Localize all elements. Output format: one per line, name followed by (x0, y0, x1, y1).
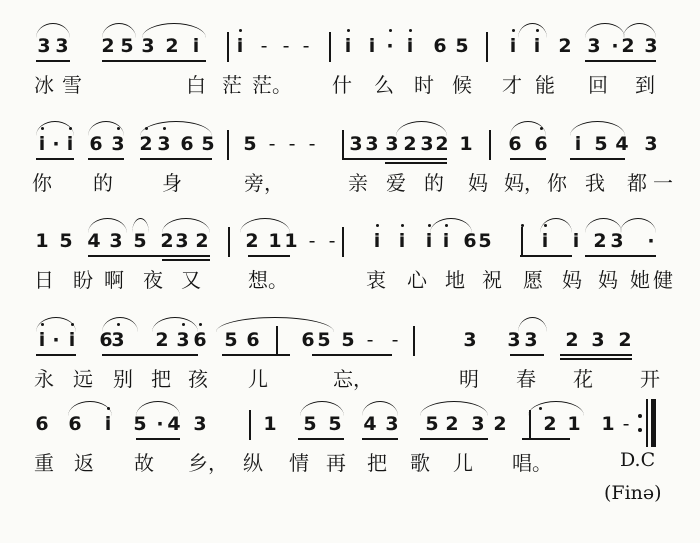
note: i (572, 230, 580, 252)
note: 3 (349, 133, 363, 155)
note: · (647, 230, 655, 252)
note: 5 (341, 329, 355, 351)
note: 5 (243, 133, 257, 155)
barline (249, 410, 251, 440)
hold-dash: - (308, 133, 316, 155)
note: i (66, 133, 74, 155)
slur-mark (142, 23, 206, 38)
lyric-syllable: 又 (181, 268, 201, 292)
lyric-syllable: 衷 (366, 268, 386, 292)
lyric-syllable: 到 (635, 73, 655, 97)
note: i (425, 230, 433, 252)
note: 3 (524, 329, 538, 351)
note: 2 (195, 230, 209, 252)
note: i (38, 329, 46, 351)
octave-dot (544, 224, 547, 227)
lyric-syllable: 儿 (453, 451, 473, 475)
lyric-syllable: 身 (162, 171, 182, 195)
lyric-syllable: 忘， (333, 367, 373, 391)
lyric-syllable: 儿 (248, 367, 268, 391)
note: 5 (59, 230, 73, 252)
note: 3 (587, 35, 601, 57)
beam-line (522, 438, 570, 440)
note: 6 (99, 329, 113, 351)
slur-mark (240, 218, 290, 233)
lyric-syllable: 你 (547, 171, 567, 195)
note: 2 (160, 230, 174, 252)
note: 5 (133, 413, 147, 435)
note: 1 (567, 413, 581, 435)
note: i (104, 413, 112, 435)
lyric-syllable: 妈 (562, 268, 582, 292)
note: 4 (363, 413, 377, 435)
note: 6 (193, 329, 207, 351)
slur-mark (152, 317, 198, 332)
lyric-syllable: 亲 (348, 171, 368, 195)
lyrics-row (0, 71, 700, 101)
lyric-syllable: 回 (588, 73, 608, 97)
note: 3 (109, 230, 123, 252)
note: 5 (201, 133, 215, 155)
beam-line (136, 438, 180, 440)
lyric-syllable: 把 (151, 367, 171, 391)
lyrics-row (0, 266, 700, 296)
note: 3 (471, 413, 485, 435)
note: 1 (284, 230, 298, 252)
note: 3 (385, 133, 399, 155)
score-system-3 (0, 215, 700, 315)
beam-line (88, 158, 124, 160)
octave-dot (239, 29, 242, 32)
lyric-syllable: 你 (32, 171, 52, 195)
note: 2 (593, 230, 607, 252)
beam-line (362, 438, 398, 440)
lyric-syllable: 重 (34, 451, 54, 475)
slur-mark (528, 401, 584, 416)
lyric-syllable: 唱。 (512, 451, 552, 475)
note: 5 (120, 35, 134, 57)
note: i (368, 35, 376, 57)
lyric-syllable: 别 (113, 367, 133, 391)
lyric-syllable: 想。 (248, 268, 288, 292)
slur-mark (102, 317, 138, 332)
note: 5 (425, 413, 439, 435)
slur-mark (140, 121, 212, 136)
lyric-syllable: 的 (93, 171, 113, 195)
barline (342, 130, 344, 160)
octave-dot (107, 407, 110, 410)
hold-dash: - (302, 35, 310, 57)
lyrics-row (0, 449, 700, 479)
hold-dash: - (260, 35, 268, 57)
octave-dot (389, 29, 392, 32)
note: 3 (111, 329, 125, 351)
beam-line (560, 354, 632, 356)
slur-mark (585, 23, 625, 38)
note: 3 (37, 35, 51, 57)
lyric-syllable: 的 (424, 171, 444, 195)
lyric-syllable: 白 (186, 73, 206, 97)
lyric-syllable: 雪 (62, 73, 82, 97)
barline (521, 227, 523, 257)
octave-dot (71, 323, 74, 326)
final-barline-thin (646, 399, 648, 447)
note: 4 (615, 133, 629, 155)
note: 3 (610, 230, 624, 252)
octave-dot (540, 127, 543, 130)
beam-line (88, 255, 210, 257)
lyric-syllable: 爱 (386, 171, 406, 195)
note: 3 (385, 413, 399, 435)
beam-line-double (560, 358, 632, 360)
beam-line (510, 354, 544, 356)
slur-mark (620, 218, 656, 233)
slur-mark (88, 218, 127, 233)
note: · (611, 35, 619, 57)
note: 2 (165, 35, 179, 57)
lyric-syllable: 啊 (104, 268, 124, 292)
octave-dot (536, 29, 539, 32)
fine-marking: (Finə) (604, 482, 662, 504)
barline (228, 227, 230, 257)
note: i (398, 230, 406, 252)
octave-dot (409, 29, 412, 32)
lyric-syllable: 旁， (244, 171, 284, 195)
octave-dot (199, 323, 202, 326)
lyric-syllable: 能 (535, 73, 555, 97)
lyric-syllable: 心 (407, 268, 427, 292)
note: 2 (621, 35, 635, 57)
note: 2 (245, 230, 259, 252)
note: i (68, 329, 76, 351)
slur-mark (585, 218, 622, 233)
note: 5 (303, 413, 317, 435)
octave-dot (117, 127, 120, 130)
hold-dash: - (288, 133, 296, 155)
lyric-syllable: 妈 (468, 171, 488, 195)
note: 2 (403, 133, 417, 155)
hold-dash: - (282, 35, 290, 57)
hold-dash: - (391, 329, 399, 351)
lyric-syllable: 健 (653, 268, 673, 292)
note: 1 (263, 413, 277, 435)
note: 2 (543, 413, 557, 435)
note: i (373, 230, 381, 252)
beam-line-double (385, 162, 447, 164)
beam-line (420, 438, 488, 440)
beam-line (248, 255, 290, 257)
note: 3 (644, 133, 658, 155)
octave-dot (182, 323, 185, 326)
notes-row (0, 20, 700, 60)
lyric-syllable: 乡， (188, 451, 228, 475)
note: 3 (157, 133, 171, 155)
note: 2 (139, 133, 153, 155)
slur-mark (623, 23, 656, 38)
lyric-syllable: 什 (332, 73, 352, 97)
note: i (574, 133, 582, 155)
beam-line (585, 255, 656, 257)
lyric-syllable: 花 (573, 367, 593, 391)
final-barline-thick (651, 399, 656, 447)
lyric-syllable: 冰 (34, 73, 54, 97)
barline (413, 326, 415, 356)
octave-dot (376, 224, 379, 227)
notes-row (0, 398, 700, 438)
lyric-syllable: 歌 (410, 451, 430, 475)
lyric-syllable: 才 (502, 73, 522, 97)
beam-line (344, 158, 447, 160)
note: 2 (445, 413, 459, 435)
note: 3 (644, 35, 658, 57)
lyric-syllable: 春 (516, 367, 536, 391)
note: 4 (167, 413, 181, 435)
note: 3 (175, 230, 189, 252)
note: 1 (35, 230, 49, 252)
note: 3 (591, 329, 605, 351)
note: 3 (111, 133, 125, 155)
lyric-syllable: 故 (134, 451, 154, 475)
slur-mark (68, 401, 112, 416)
notes-row (0, 314, 700, 354)
slur-mark (216, 317, 334, 332)
beam-line (36, 354, 76, 356)
lyric-syllable: 妈， (504, 171, 544, 195)
octave-dot (347, 29, 350, 32)
slur-mark (420, 401, 488, 416)
lyric-syllable: 纵 (243, 451, 263, 475)
lyric-syllable: 妈 (598, 268, 618, 292)
slur-mark (132, 218, 149, 233)
octave-dot (145, 127, 148, 130)
hold-dash: - (622, 413, 630, 435)
lyric-syllable: 情 (289, 451, 309, 475)
lyric-syllable: 明 (459, 367, 479, 391)
note: 1 (601, 413, 615, 435)
note: 3 (176, 329, 190, 351)
barline (486, 32, 488, 62)
note: i (442, 230, 450, 252)
lyric-syllable: 再 (326, 451, 346, 475)
lyric-syllable: 远 (73, 367, 93, 391)
lyric-syllable: 茫。 (252, 73, 292, 97)
note: 3 (507, 329, 521, 351)
slur-mark (102, 23, 136, 38)
hold-dash: - (328, 230, 336, 252)
lyric-syllable: 都 (627, 171, 647, 195)
note: 6 (301, 329, 315, 351)
note: 6 (35, 413, 49, 435)
lyric-syllable: 开 (640, 367, 660, 391)
slur-mark (518, 317, 547, 332)
note: i (38, 133, 46, 155)
note: 6 (534, 133, 548, 155)
slur-mark (362, 401, 398, 416)
note: 5 (224, 329, 238, 351)
lyric-syllable: 愿 (523, 268, 543, 292)
hold-dash: - (268, 133, 276, 155)
beam-line (520, 255, 572, 257)
hold-dash: - (308, 230, 316, 252)
lyric-syllable: 孩 (188, 367, 208, 391)
octave-dot (41, 127, 44, 130)
lyrics-row (0, 365, 700, 395)
note: · (52, 329, 60, 351)
octave-dot (117, 323, 120, 326)
beam-line (140, 158, 212, 160)
note: 1 (459, 133, 473, 155)
notes-row (0, 118, 700, 158)
beam-line-double (162, 259, 210, 261)
slur-mark (36, 23, 70, 38)
lyric-syllable: 时 (414, 73, 434, 97)
note: 1 (268, 230, 282, 252)
beam-line (222, 354, 290, 356)
note: 6 (433, 35, 447, 57)
slur-mark (136, 401, 180, 416)
lyric-syllable: 地 (445, 268, 465, 292)
note: i (406, 35, 414, 57)
beam-line (585, 60, 656, 62)
barline (342, 227, 344, 257)
lyric-syllable: 候 (452, 73, 472, 97)
lyric-syllable: 茫 (222, 73, 242, 97)
lyric-syllable: 一 (653, 171, 673, 195)
note: · (52, 133, 60, 155)
octave-dot (445, 224, 448, 227)
lyric-syllable: 盼 (73, 268, 93, 292)
note: 3 (141, 35, 155, 57)
note: i (192, 35, 200, 57)
da-capo-marking: D.C (620, 449, 656, 471)
octave-dot (512, 29, 515, 32)
note: 4 (87, 230, 101, 252)
note: i (236, 35, 244, 57)
note: i (344, 35, 352, 57)
note: 3 (55, 35, 69, 57)
note: 3 (365, 133, 379, 155)
slur-mark (430, 218, 472, 233)
lyric-syllable: 她 (630, 268, 650, 292)
lyric-syllable: 夜 (143, 268, 163, 292)
beam-line (298, 438, 344, 440)
barline (227, 130, 229, 160)
lyric-syllable: 永 (34, 367, 54, 391)
note: 5 (478, 230, 492, 252)
slur-mark (162, 218, 210, 233)
barline (227, 32, 229, 62)
note: 6 (463, 230, 477, 252)
note: · (386, 35, 394, 57)
octave-dot (521, 224, 524, 227)
slur-mark (396, 121, 447, 136)
note: 5 (594, 133, 608, 155)
note: 6 (89, 133, 103, 155)
score-system-2 (0, 118, 700, 218)
beam-line (570, 158, 625, 160)
note: 6 (180, 133, 194, 155)
lyric-syllable: 祝 (482, 268, 502, 292)
note: 3 (420, 133, 434, 155)
score-system-5 (0, 398, 700, 498)
lyric-syllable: 我 (585, 171, 605, 195)
slur-mark (570, 121, 625, 136)
repeat-dot (638, 428, 642, 432)
repeat-dot (638, 414, 642, 418)
octave-dot (428, 224, 431, 227)
note: 5 (455, 35, 469, 57)
note: 2 (558, 35, 572, 57)
beam-line (312, 354, 392, 356)
note: 3 (463, 329, 477, 351)
note: 5 (317, 329, 331, 351)
note: 2 (435, 133, 449, 155)
lyric-syllable: 把 (367, 451, 387, 475)
note: · (156, 413, 164, 435)
note: 5 (133, 230, 147, 252)
beam-line (36, 60, 70, 62)
note: 6 (246, 329, 260, 351)
beam-line (36, 158, 74, 160)
barline (489, 130, 491, 160)
note: 5 (328, 413, 342, 435)
beam-line (510, 158, 546, 160)
beam-line (102, 60, 206, 62)
octave-dot (539, 407, 542, 410)
note: 2 (155, 329, 169, 351)
lyrics-row (0, 169, 700, 199)
barline (329, 32, 331, 62)
note: 3 (193, 413, 207, 435)
note: 2 (493, 413, 507, 435)
lyric-syllable: 么 (374, 73, 394, 97)
note: 2 (101, 35, 115, 57)
lyric-syllable: 返 (74, 451, 94, 475)
lyric-syllable: 日 (34, 268, 54, 292)
note: 2 (565, 329, 579, 351)
note: 6 (508, 133, 522, 155)
octave-dot (163, 127, 166, 130)
slur-mark (300, 401, 344, 416)
note: i (533, 35, 541, 57)
note: 2 (618, 329, 632, 351)
note: 6 (68, 413, 82, 435)
note: i (509, 35, 517, 57)
notes-row (0, 215, 700, 255)
beam-line (102, 354, 198, 356)
hold-dash: - (366, 329, 374, 351)
octave-dot (401, 224, 404, 227)
octave-dot (69, 127, 72, 130)
slur-mark (518, 23, 547, 38)
score-system-1 (0, 20, 700, 120)
octave-dot (41, 323, 44, 326)
note: i (541, 230, 549, 252)
